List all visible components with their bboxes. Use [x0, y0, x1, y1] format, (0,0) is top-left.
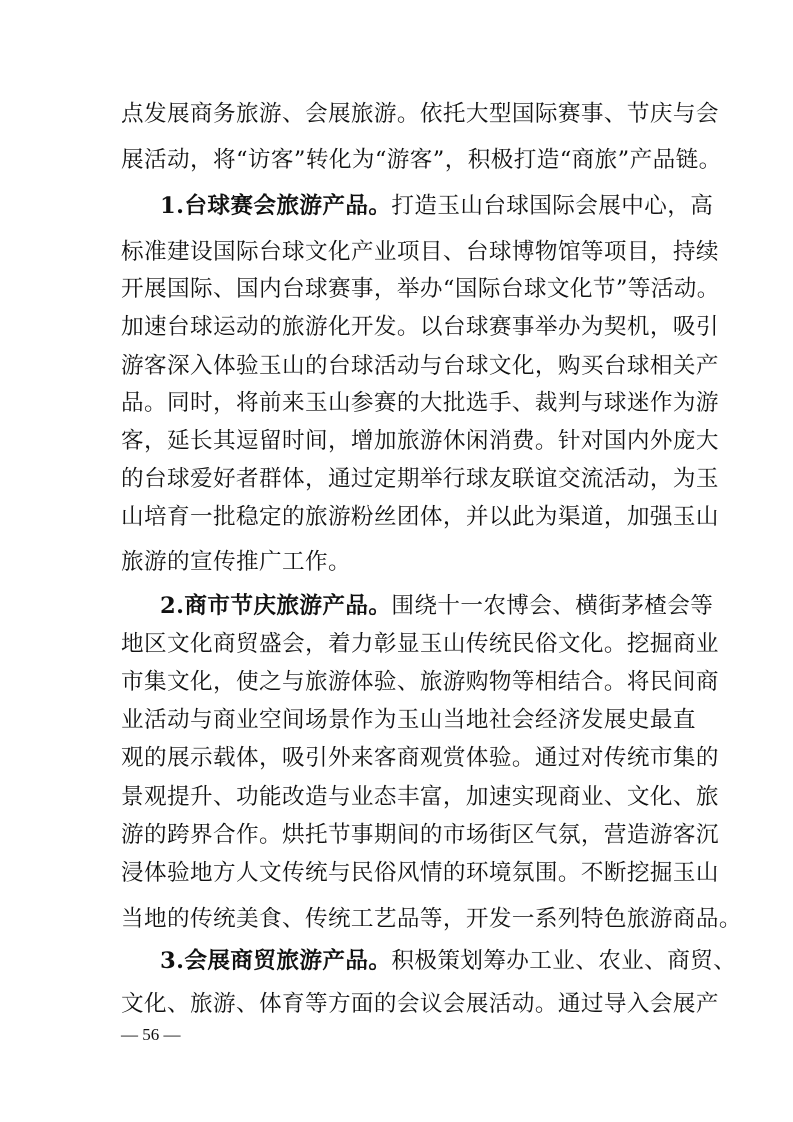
body-text-line: 游的跨界合作。烘托节事期间的市场街区气氛，营造游客沉	[121, 822, 719, 848]
body-text-line: 点发展商务旅游、会展旅游。依托大型国际赛事、节庆与会	[121, 101, 719, 127]
body-text-line: 山培育一批稳定的旅游粉丝团体，并以此为渠道，加强玉山	[121, 504, 719, 530]
body-text-line: 标准建设国际台球文化产业项目、台球博物馆等项目，持续	[121, 239, 719, 265]
body-text-line: 文化、旅游、体育等方面的会议会展活动。通过导入会展产	[121, 991, 719, 1017]
body-text-line: 游客深入体验玉山的台球活动与台球文化，购买台球相关产	[121, 353, 719, 379]
body-text-line: 当地的传统美食、传统工艺品等，开发一系列特色旅游商品。	[121, 906, 742, 932]
body-text-line: 观的展示载体，吸引外来客商观赏体验。通过对传统市集的	[121, 745, 719, 771]
section-1-heading: 1.台球赛会旅游产品。	[160, 193, 392, 219]
body-text-line: 客，延长其逗留时间，增加旅游休闲消费。针对国内外庞大	[121, 428, 719, 454]
section-3-heading: 3.会展商贸旅游产品。	[160, 948, 392, 974]
body-text-span: 围绕十一农博会、横街茅楂会等	[391, 593, 714, 619]
body-text-line: 开展国际、国内台球赛事，举办“国际台球文化节”等活动。	[121, 276, 720, 302]
body-text-line: 地区文化商贸盛会，着力彰显玉山传统民俗文化。挖掘商业	[121, 631, 719, 657]
body-text-line: 旅游的宣传推广工作。	[121, 549, 351, 575]
body-text-line: 的台球爱好者群体，通过定期举行球友联谊交流活动，为玉	[121, 466, 719, 492]
section-3-paragraph-line	[160, 947, 737, 975]
body-text-span: 打造玉山台球国际会展中心，高	[391, 193, 714, 219]
body-text-line: 市集文化，使之与旅游体验、旅游购物等相结合。将民间商	[121, 669, 719, 695]
body-text-line: 展活动，将“访客”转化为“游客”，积极打造“商旅”产品链。	[121, 147, 722, 173]
section-1-paragraph-line	[160, 192, 720, 220]
body-text-line: 加速台球运动的旅游化开发。以台球赛事举办为契机，吸引	[121, 314, 719, 340]
body-text-line: 浸体验地方人文传统与民俗风情的环境氛围。不断挖掘玉山	[121, 860, 719, 886]
body-text-line: 景观提升、功能改造与业态丰富，加速实现商业、文化、旅	[121, 784, 719, 810]
body-text-line: 品。同时，将前来玉山参赛的大批选手、裁判与球迷作为游	[121, 390, 719, 416]
body-text-line: 业活动与商业空间场景作为玉山当地社会经济发展史最直	[121, 707, 696, 733]
body-text-span: 积极策划筹办工业、农业、商贸、	[391, 948, 737, 974]
section-2-heading: 2.商市节庆旅游产品。	[160, 593, 392, 619]
page-number: — 56 —	[121, 1025, 181, 1044]
section-2-paragraph-line	[160, 592, 720, 620]
